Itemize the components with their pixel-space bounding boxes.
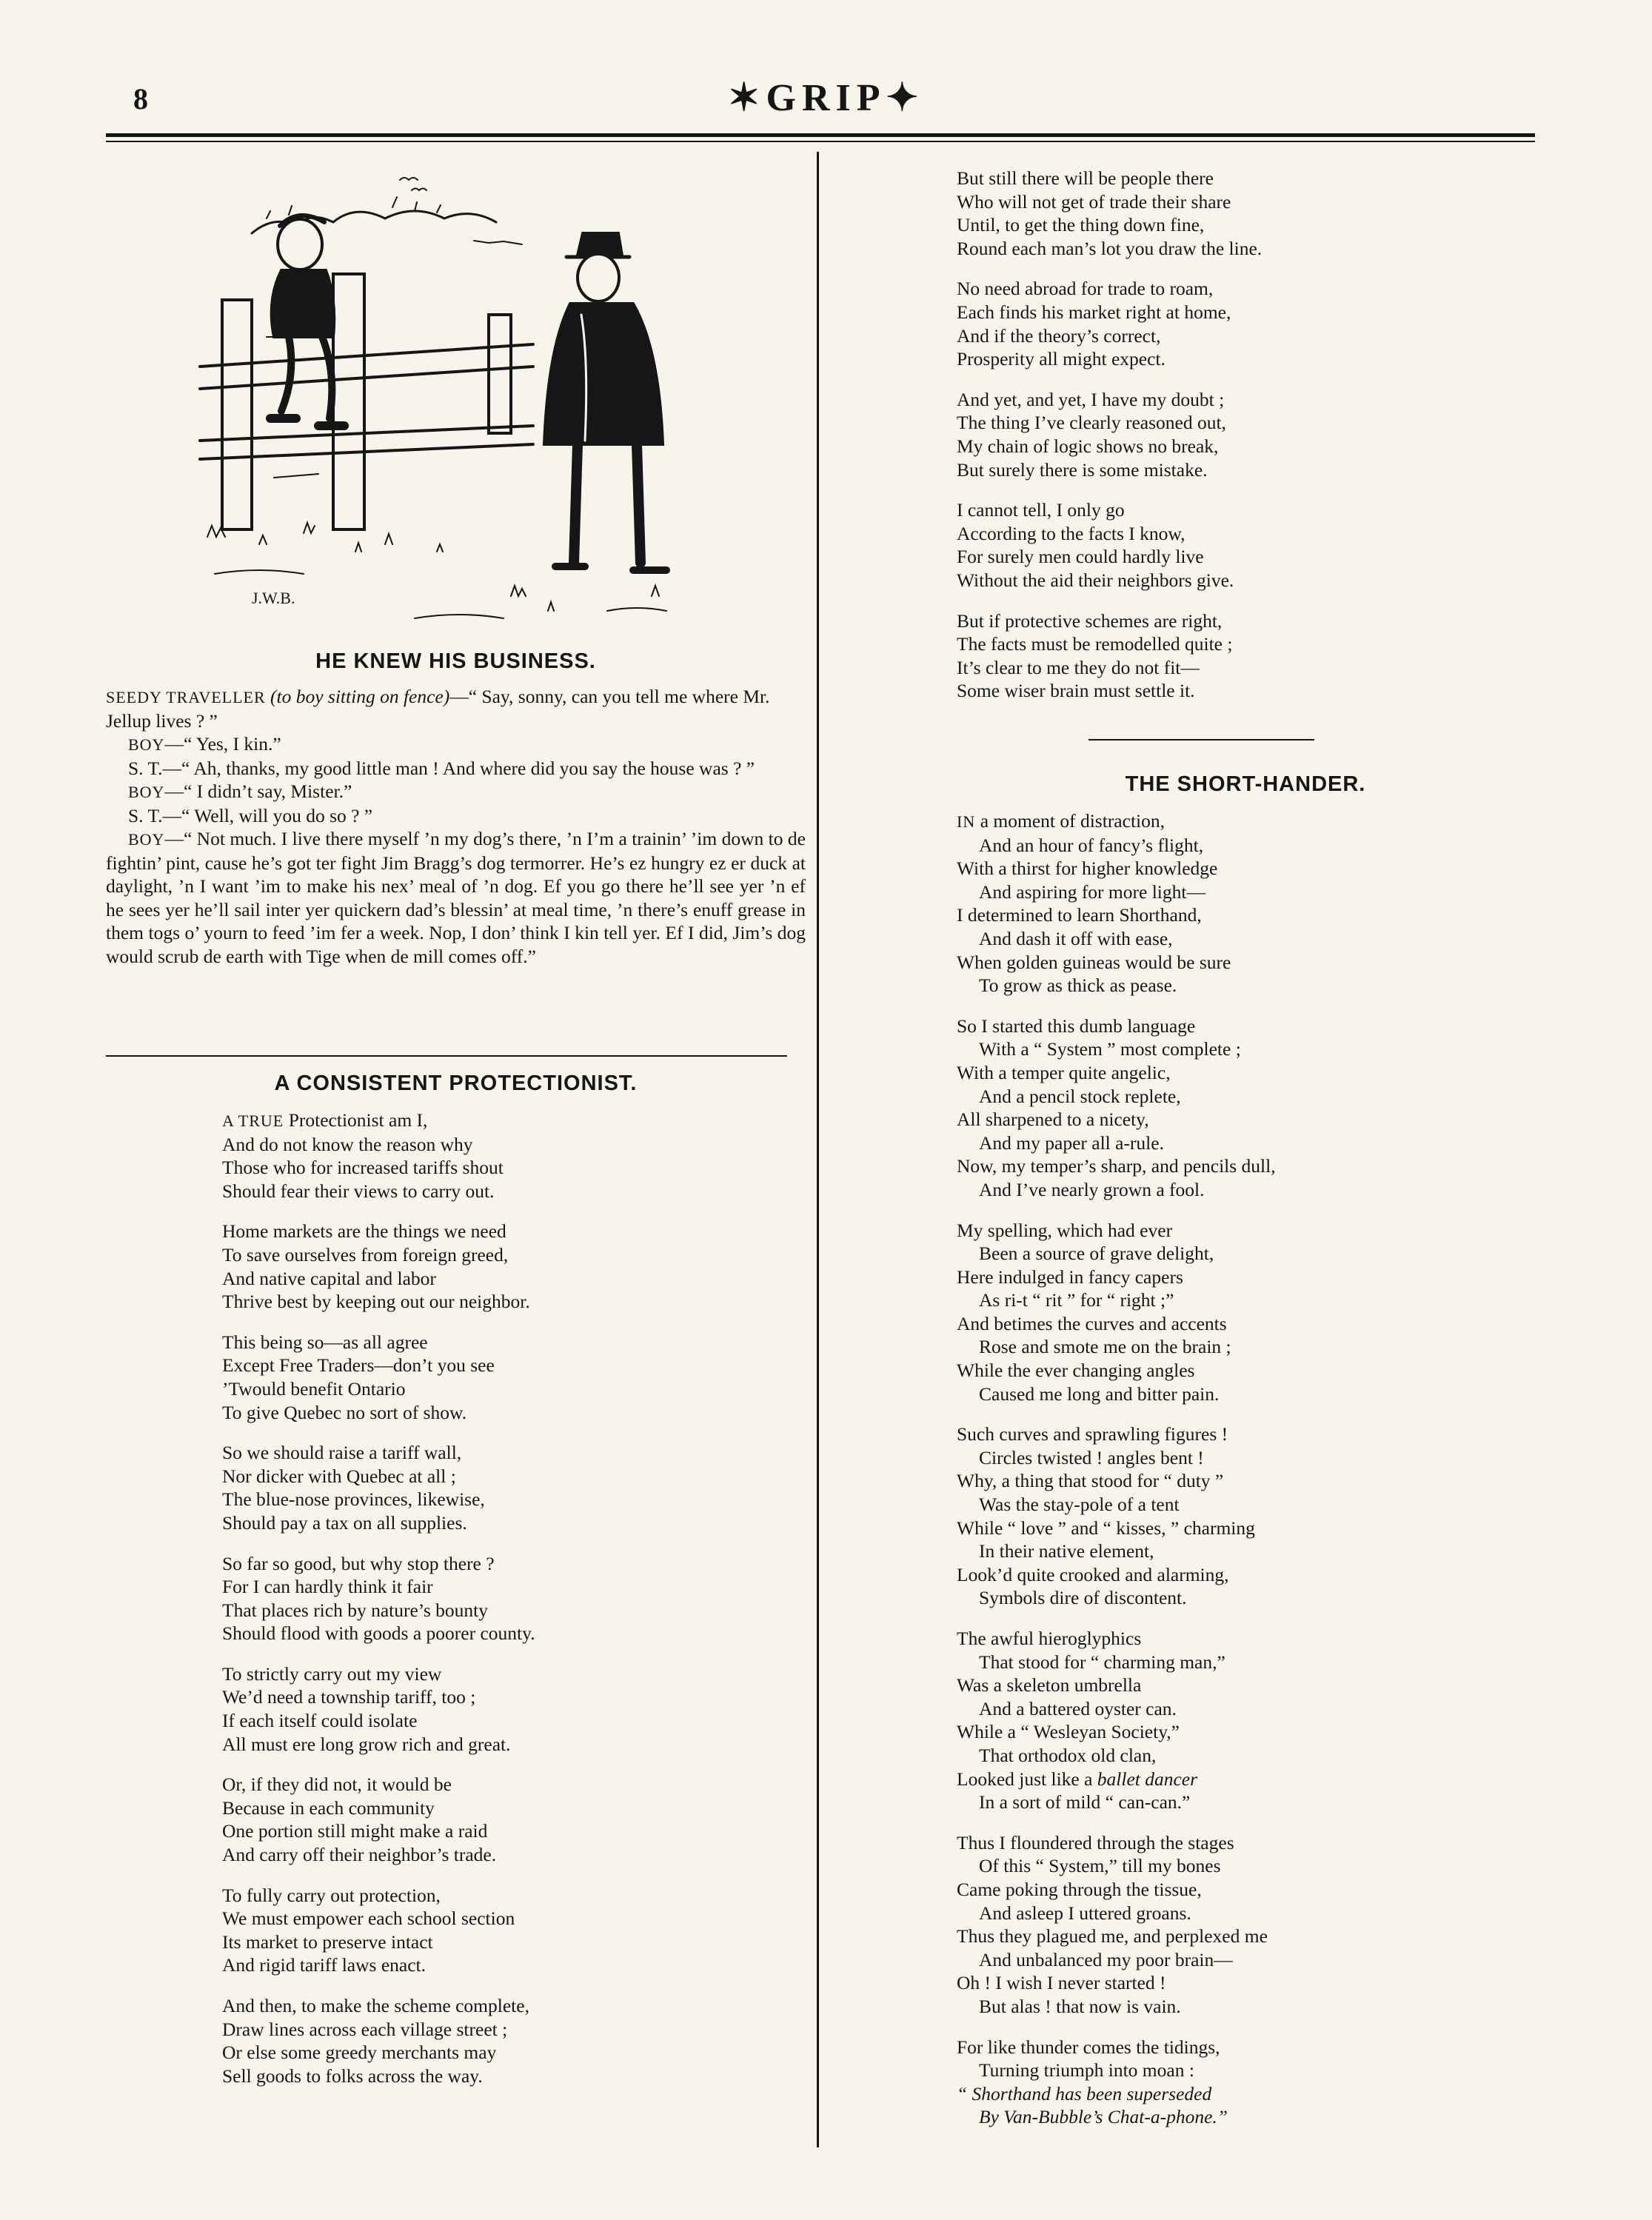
poem-line <box>222 1465 535 1488</box>
poem-line <box>957 2082 1276 2106</box>
poem-line-text: Was the stay-pole of a tent <box>979 1494 1180 1516</box>
poem-line <box>957 1037 1276 1061</box>
poem-line-text: So far so good, but why stop there ? <box>222 1552 495 1574</box>
poem-line <box>957 1948 1276 1972</box>
poem-line <box>222 1575 535 1599</box>
poem-stanza <box>957 609 1262 703</box>
poem-line <box>222 1930 535 1954</box>
poem-line-text: In a sort of mild “ can-can.” <box>979 1791 1191 1813</box>
poem-line <box>222 1685 535 1709</box>
poem-line-text: As ri-t “ rit ” for “ right ;” <box>979 1289 1174 1311</box>
poem-line-text: To grow as thick as pease. <box>979 974 1177 997</box>
poem-line-text: I determined to learn Shorthand, <box>957 904 1202 926</box>
poem-line <box>957 1697 1276 1721</box>
poem-stanza <box>222 1220 535 1313</box>
poem-line <box>957 167 1262 190</box>
poem-stanza <box>957 1422 1276 1610</box>
poem-stanza <box>222 1773 535 1866</box>
poem-line <box>957 1219 1276 1243</box>
poem-line-text: And asleep I uttered groans. <box>979 1902 1191 1924</box>
dialogue-paragraph <box>106 685 806 732</box>
poem-line <box>957 679 1262 703</box>
poem-line <box>222 1599 535 1622</box>
poem-line <box>957 1383 1276 1406</box>
poem-line-text: And carry off their neighbor’s trade. <box>222 1844 497 1866</box>
poem-stanza <box>222 1331 535 1424</box>
poem-line <box>957 1831 1276 1855</box>
poem-line-text: Oh ! I wish I never started ! <box>957 1972 1166 1994</box>
poem-line-text: Symbols dire of discontent. <box>979 1587 1187 1609</box>
poem-line <box>222 1511 535 1535</box>
poem-line <box>222 1773 535 1796</box>
poem-line-text: I cannot tell, I only go <box>957 499 1125 521</box>
poem-line-text: Its market to preserve intact <box>222 1930 433 1953</box>
poem-line-text: That orthodox old clan, <box>979 1744 1157 1766</box>
poem-line-text: And my paper all a-rule. <box>979 1131 1164 1154</box>
poem-line <box>957 1925 1276 1948</box>
poem-line <box>957 1446 1276 1470</box>
poem-line <box>957 1061 1276 1085</box>
poem-line-text: “ Shorthand has been superseded <box>957 2082 1212 2104</box>
dialogue-paragraph <box>106 732 806 757</box>
poem-line <box>957 951 1276 974</box>
poem-line <box>222 1709 535 1733</box>
poem-line <box>222 1441 535 1465</box>
speaker-name: BOY <box>128 735 165 754</box>
header-rule-thick <box>106 133 1535 137</box>
poem-line <box>957 1312 1276 1336</box>
poem-line <box>222 1662 535 1686</box>
poem-line <box>957 1720 1276 1744</box>
poem-line <box>957 237 1262 261</box>
poem-line-text: Here indulged in fancy capers <box>957 1266 1183 1288</box>
poem-stanza <box>222 1109 535 1203</box>
section-rule <box>106 1055 787 1057</box>
poem-line-text: And a battered oyster can. <box>979 1697 1177 1719</box>
poem-line-text: The blue-nose provinces, likewise, <box>222 1488 485 1511</box>
poem-line <box>222 1622 535 1645</box>
poem-line-text: One portion still might make a raid <box>222 1820 488 1842</box>
poem-line-text: Home markets are the things we need <box>222 1220 506 1243</box>
poem-line <box>957 569 1262 592</box>
poem-line-text: And unbalanced my poor brain— <box>979 1948 1233 1970</box>
poem-stanza <box>957 1014 1276 1202</box>
dialogue-paragraph <box>106 827 806 968</box>
poem-line <box>957 1422 1276 1446</box>
poem-line-text: Circles twisted ! angles bent ! <box>979 1446 1204 1468</box>
stage-direction: (to boy sitting on fence) <box>270 686 450 707</box>
poem-line <box>957 1108 1276 1131</box>
dialogue-text: —“ I didn’t say, Mister.” <box>164 780 352 802</box>
poem-line <box>222 1109 535 1133</box>
poem-line-text: And yet, and yet, I have my doubt ; <box>957 388 1225 410</box>
poem-line <box>222 1488 535 1511</box>
poem-line <box>222 1796 535 1820</box>
headline-consistent-protectionist: A CONSISTENT PROTECTIONIST. <box>274 1071 638 1095</box>
poem-line-text: Those who for increased tariffs shout <box>222 1157 504 1179</box>
poem-line-text: Sell goods to folks across the way. <box>222 2064 483 2087</box>
poem-line-text: It’s clear to me they do not fit— <box>957 656 1200 678</box>
poem-line-text: Look’d quite crooked and alarming, <box>957 1563 1229 1585</box>
poem-stanza <box>222 1994 535 2087</box>
dialogue-paragraph: S. T.—“ Ah, thanks, my good little man ! And where did you say the house was ? ” <box>128 757 755 779</box>
poem-line <box>957 2036 1276 2059</box>
poem-line <box>222 2018 535 2042</box>
poem-short-hander <box>957 809 1276 2146</box>
poem-line-text: To save ourselves from foreign greed, <box>222 1243 509 1266</box>
poem-line-text: But alas ! that now is vain. <box>979 1995 1181 2017</box>
poem-consistent-protectionist-continued <box>957 167 1262 720</box>
poem-line-text: While “ love ” and “ kisses, ” charming <box>957 1517 1255 1539</box>
article-he-knew-his-business <box>106 685 806 968</box>
poem-line-text: Thus they plagued me, and perplexed me <box>957 1925 1268 1947</box>
poem-line <box>222 1267 535 1291</box>
poem-line-text: And aspiring for more light— <box>979 880 1205 903</box>
poem-line-text: All must ere long grow rich and great. <box>222 1733 511 1755</box>
poem-line <box>222 1843 535 1867</box>
dialogue-paragraph: S. T.—“ Well, will you do so ? ” <box>128 804 373 826</box>
poem-line-text: That stood for “ charming man,” <box>979 1651 1225 1673</box>
poem-line <box>957 1539 1276 1563</box>
poem-line <box>957 1791 1276 1814</box>
poem-line-text: To strictly carry out my view <box>222 1662 442 1685</box>
poem-stanza <box>222 1662 535 1756</box>
speaker-name: SEEDY TRAVELLER <box>106 688 266 706</box>
poem-line-text: While a “ Wesleyan Society,” <box>957 1721 1180 1743</box>
poem-line <box>957 324 1262 348</box>
poem-line <box>957 1014 1276 1038</box>
poem-line <box>222 1733 535 1756</box>
poem-line-text: Some wiser brain must settle it. <box>957 680 1195 702</box>
poem-line-text: With a “ System ” most complete ; <box>979 1038 1241 1060</box>
poem-line <box>957 1131 1276 1155</box>
dialogue-text: —“ Not much. I live there myself ’n my dog’s there, ’n I’m a trainin’ ’im down to de fightin’ pint, cause he’s got ter fight Jim Bragg’s dog termorrer. He’s ez hungry ez er duck at daylight, ’n I want ’im to make his nex’ meal of ’n dog. Ef you go there he’ll see yer ’n ef he sees yer he’ll sail inter yer quickern dad’s blessin’ at meal time, ’n there’s enuff grease in them togs o’ yourn to feed ’im fer a week. Nop, I don’ think I kin tell yer. Ef I did, Jim’s dog would scrub de earth with Tige when de mill comes off.” <box>106 828 806 967</box>
poem-line <box>222 1331 535 1354</box>
poem-line-text: Should pay a tax on all supplies. <box>222 1511 467 1534</box>
poem-line-text: Draw lines across each village street ; <box>222 2018 508 2040</box>
poem-line <box>957 1335 1276 1359</box>
poem-line <box>222 1290 535 1314</box>
poem-line <box>957 1586 1276 1610</box>
poem-line-text: This being so—as all agree <box>222 1331 428 1353</box>
poem-line <box>222 1884 535 1908</box>
poem-line-text: And a pencil stock replete, <box>979 1085 1181 1107</box>
poem-line <box>957 388 1262 412</box>
poem-line <box>957 435 1262 458</box>
poem-line-text: Was a skeleton umbrella <box>957 1674 1142 1696</box>
poem-line <box>957 880 1276 904</box>
poem-line <box>957 1517 1276 1540</box>
poem-stanza <box>222 1441 535 1534</box>
poem-line-text: Turning triumph into moan : <box>979 2059 1194 2082</box>
poem-line-text: If each itself could isolate <box>222 1710 418 1732</box>
poem-line <box>222 1994 535 2018</box>
poem-line-text: And do not know the reason why <box>222 1133 473 1155</box>
poem-line <box>222 1156 535 1180</box>
poem-line <box>222 1552 535 1576</box>
poem-line <box>957 974 1276 997</box>
poem-line-text: No need abroad for trade to roam, <box>957 278 1214 300</box>
poem-line <box>957 1744 1276 1768</box>
poem-line-text: Because in each community <box>222 1796 435 1819</box>
poem-line-text: The thing I’ve clearly reasoned out, <box>957 412 1226 434</box>
dialogue-text: —“ Say, sonny, can you tell me where Mr. Jellup lives ? ” <box>106 686 770 732</box>
poem-line-text: Of this “ System,” till my bones <box>979 1855 1221 1877</box>
poem-line <box>957 1995 1276 2019</box>
poem-line <box>957 1469 1276 1493</box>
poem-line-text: Been a source of grave delight, <box>979 1243 1214 1265</box>
poem-line-text: Such curves and sprawling figures ! <box>957 1423 1228 1445</box>
poem-line <box>957 609 1262 633</box>
poem-line <box>222 1243 535 1267</box>
poem-line-text: a moment of distraction, <box>980 810 1165 832</box>
poem-line <box>957 213 1262 237</box>
poem-line <box>957 1878 1276 1902</box>
poem-line-text: And an hour of fancy’s flight, <box>979 834 1204 856</box>
poem-line-text: And I’ve nearly grown a fool. <box>979 1178 1205 1200</box>
drop-word: A TRUE <box>222 1111 289 1130</box>
poem-line-text: Now, my temper’s sharp, and pencils dull, <box>957 1155 1276 1177</box>
poem-line-text: Each finds his market right at home, <box>957 301 1231 323</box>
poem-line <box>957 1674 1276 1697</box>
poem-line <box>957 1971 1276 1995</box>
poem-line-text: And betimes the curves and accents <box>957 1312 1227 1334</box>
poem-line-text: For I can hardly think it fair <box>222 1576 433 1598</box>
poem-line <box>957 2105 1276 2129</box>
poem-line <box>957 632 1262 656</box>
dialogue-text: —“ Yes, I kin.” <box>164 733 281 755</box>
poem-stanza <box>957 167 1262 260</box>
poem-line <box>957 1266 1276 1289</box>
poem-line <box>957 1854 1276 1878</box>
poem-line <box>957 458 1262 482</box>
headline-he-knew-his-business: HE KNEW HIS BUSINESS. <box>315 649 596 673</box>
poem-line-text: Except Free Traders—don’t you see <box>222 1354 495 1377</box>
poem-line <box>957 1627 1276 1651</box>
poem-line-text: Rose and smote me on the brain ; <box>979 1336 1231 1358</box>
poem-line-text: Or, if they did not, it would be <box>222 1773 452 1796</box>
cartoon-illustration <box>193 167 681 641</box>
speaker-name: BOY <box>128 830 165 849</box>
poem-line <box>222 1220 535 1243</box>
poem-stanza <box>957 1627 1276 1814</box>
poem-line <box>957 927 1276 951</box>
headline-short-hander: THE SHORT-HANDER. <box>1125 772 1366 796</box>
poem-line <box>222 1377 535 1401</box>
poem-line <box>957 498 1262 522</box>
poem-line-text: My chain of logic shows no break, <box>957 435 1219 457</box>
poem-line <box>957 1178 1276 1202</box>
poem-line-text: Round each man’s lot you draw the line. <box>957 237 1263 259</box>
poem-line <box>957 1154 1276 1178</box>
poem-line-text: So we should raise a tariff wall, <box>222 1442 462 1464</box>
poem-stanza <box>957 1219 1276 1406</box>
dialogue-paragraph <box>106 780 806 804</box>
poem-line-text: The awful hieroglyphics <box>957 1628 1142 1649</box>
poem-line <box>222 1180 535 1203</box>
poem-line-text: To give Quebec no sort of show. <box>222 1401 467 1423</box>
poem-line <box>957 1902 1276 1925</box>
poem-line <box>957 1768 1276 1791</box>
poem-line-text: And rigid tariff laws enact. <box>222 1954 426 1976</box>
poem-line-text: To fully carry out protection, <box>222 1884 441 1906</box>
section-rule-short <box>1088 739 1314 740</box>
poem-stanza <box>957 388 1262 481</box>
poem-line-text: Caused me long and bitter pain. <box>979 1383 1220 1405</box>
poem-line <box>957 1359 1276 1383</box>
poem-line <box>957 301 1262 324</box>
poem-line-text: Protectionist am I, <box>288 1109 428 1131</box>
poem-line-text: Should fear their views to carry out. <box>222 1180 495 1202</box>
poem-line <box>222 1819 535 1843</box>
poem-stanza <box>222 1884 535 1977</box>
speaker-name: BOY <box>128 783 165 801</box>
poem-line-text: But if protective schemes are right, <box>957 609 1223 632</box>
page-number: 8 <box>133 82 148 116</box>
poem-line-text: We’d need a township tariff, too ; <box>222 1686 476 1708</box>
poem-line <box>957 1085 1276 1109</box>
poem-line <box>957 857 1276 880</box>
poem-line-text: And then, to make the scheme complete, <box>222 1995 529 2016</box>
poem-line-text: The facts must be remodelled quite ; <box>957 633 1233 655</box>
poem-line <box>957 190 1262 214</box>
poem-stanza <box>957 809 1276 997</box>
poem-consistent-protectionist <box>222 1109 535 2104</box>
poem-line-text: So I started this dumb language <box>957 1014 1196 1037</box>
poem-line-text: But still there will be people there <box>957 167 1214 189</box>
poem-line-text: While the ever changing angles <box>957 1360 1195 1382</box>
poem-line-text: Should flood with goods a poorer county. <box>222 1622 535 1645</box>
emphasis-text: ballet dancer <box>1092 1768 1198 1790</box>
poem-stanza <box>957 277 1262 370</box>
poem-line-text: In their native element, <box>979 1540 1154 1562</box>
poem-line <box>222 2064 535 2088</box>
poem-line <box>957 656 1262 680</box>
poem-line <box>957 522 1262 546</box>
poem-line-text: But surely there is some mistake. <box>957 458 1208 481</box>
poem-line-text: Or else some greedy merchants may <box>222 2042 497 2064</box>
column-divider <box>817 152 819 2147</box>
poem-line-text: Why, a thing that stood for “ duty ” <box>957 1470 1224 1492</box>
poem-line <box>222 2041 535 2064</box>
poem-line <box>222 1401 535 1425</box>
poem-line <box>957 2059 1276 2082</box>
poem-line <box>957 1651 1276 1674</box>
poem-line-text: Who will not get of trade their share <box>957 190 1231 213</box>
poem-line <box>957 411 1262 435</box>
poem-line-text: By Van-Bubble’s Chat-a-phone.” <box>979 2106 1228 2128</box>
poem-line-text: We must empower each school section <box>222 1908 515 1930</box>
poem-line-text: Without the aid their neighbors give. <box>957 569 1234 591</box>
poem-line <box>957 903 1276 927</box>
poem-line-text: My spelling, which had ever <box>957 1219 1173 1241</box>
poem-line-text: Prosperity all might expect. <box>957 348 1166 370</box>
header-rule-thin <box>106 141 1535 142</box>
poem-stanza <box>957 2036 1276 2129</box>
poem-line <box>957 1288 1276 1312</box>
masthead-title: ✶GRIP✦ <box>727 77 925 119</box>
poem-line-text: Came poking through the tissue, <box>957 1878 1202 1900</box>
poem-line-text: Looked just like a <box>957 1768 1093 1790</box>
poem-line <box>222 1354 535 1377</box>
poem-line-text: For like thunder comes the tidings, <box>957 2036 1220 2058</box>
poem-line-text: All sharpened to a nicety, <box>957 1109 1149 1131</box>
poem-line-text: And if the theory’s correct, <box>957 324 1161 347</box>
poem-stanza <box>957 498 1262 592</box>
poem-line-text: ’Twould benefit Ontario <box>222 1377 406 1400</box>
poem-line <box>957 834 1276 857</box>
poem-line-text: That places rich by nature’s bounty <box>222 1599 489 1621</box>
poem-line <box>957 277 1262 301</box>
poem-line-text: Nor dicker with Quebec at all ; <box>222 1465 456 1487</box>
poem-line <box>222 1133 535 1157</box>
poem-line-text: Thus I floundered through the stages <box>957 1831 1234 1853</box>
poem-line-text: With a thirst for higher knowledge <box>957 857 1218 880</box>
poem-line <box>957 1563 1276 1587</box>
poem-line <box>222 1907 535 1930</box>
drop-word: IN <box>957 812 980 831</box>
poem-line-text: Thrive best by keeping out our neighbor. <box>222 1291 530 1313</box>
poem-stanza <box>222 1552 535 1645</box>
poem-line-text: Until, to get the thing down fine, <box>957 214 1205 236</box>
poem-line-text: And dash it off with ease, <box>979 927 1173 949</box>
poem-line-text: And native capital and labor <box>222 1267 436 1289</box>
poem-line-text: For surely men could hardly live <box>957 546 1204 568</box>
poem-line <box>957 347 1262 371</box>
poem-line <box>957 1493 1276 1517</box>
poem-line <box>222 1953 535 1977</box>
poem-line <box>957 1242 1276 1266</box>
poem-line <box>957 545 1262 569</box>
cartoon-signature: J.W.B. <box>252 589 295 607</box>
poem-line-text: When golden guineas would be sure <box>957 951 1231 973</box>
poem-line-text: With a temper quite angelic, <box>957 1061 1171 1083</box>
poem-stanza <box>957 1831 1276 2019</box>
poem-line-text: According to the facts I know, <box>957 522 1186 544</box>
poem-line <box>957 809 1276 834</box>
